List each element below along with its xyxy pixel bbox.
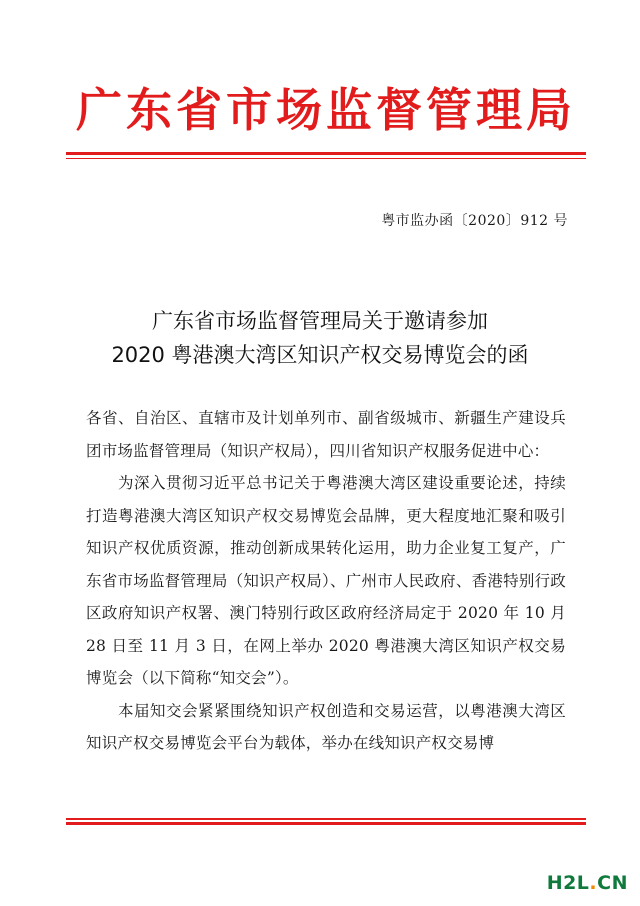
red-header-rule-thin <box>66 158 586 159</box>
body-paragraph-1: 为深入贯彻习近平总书记关于粤港澳大湾区建设重要论述，持续打造粤港澳大湾区知识产权交易博览会品牌，更大程度地汇聚和吸引知识产权优质资源，推动创新成果转化运用，助力企业复工复产，广东省市场监督管理局（知识产权局）、广州市人民政府、香港特别行政区政府知识产权署、澳门特别行政区政府经济局定于 2020 年 10 月 28 日至 11 月 3 日，在网上举办 2020 粤港澳大湾区知识产权交易博览会（以下简称“知交会”）。 <box>86 474 566 687</box>
red-header-rule <box>66 152 586 155</box>
watermark-logo <box>547 872 628 894</box>
watermark-part-1: H2L <box>546 872 590 894</box>
body-paragraph-2: 本届知交会紧紧围绕知识产权创造和交易运营，以粤港澳大湾区知识产权交易博览会平台为载体，举办在线知识产权交易博 <box>86 701 566 752</box>
document-body <box>86 402 566 760</box>
red-footer-rule-thin <box>66 818 586 820</box>
title-line-2: 2020 粤港澳大湾区知识产权交易博览会的函 <box>111 343 529 367</box>
agency-masthead: 广东省市场监督管理局 <box>76 83 576 137</box>
addressee-paragraph: 各省、自治区、直辖市及计划单列市、副省级城市、新疆生产建设兵团市场监督管理局（知识产权局），四川省知识产权服务促进中心： <box>86 409 566 460</box>
red-footer-rule <box>66 822 586 825</box>
document-title <box>60 304 580 372</box>
watermark-part-2: CN <box>597 872 628 894</box>
title-line-1: 广东省市场监督管理局关于邀请参加 <box>152 309 488 333</box>
document-number: 粤市监办函〔2020〕912 号 <box>381 213 568 229</box>
watermark-dot: . <box>589 872 598 894</box>
